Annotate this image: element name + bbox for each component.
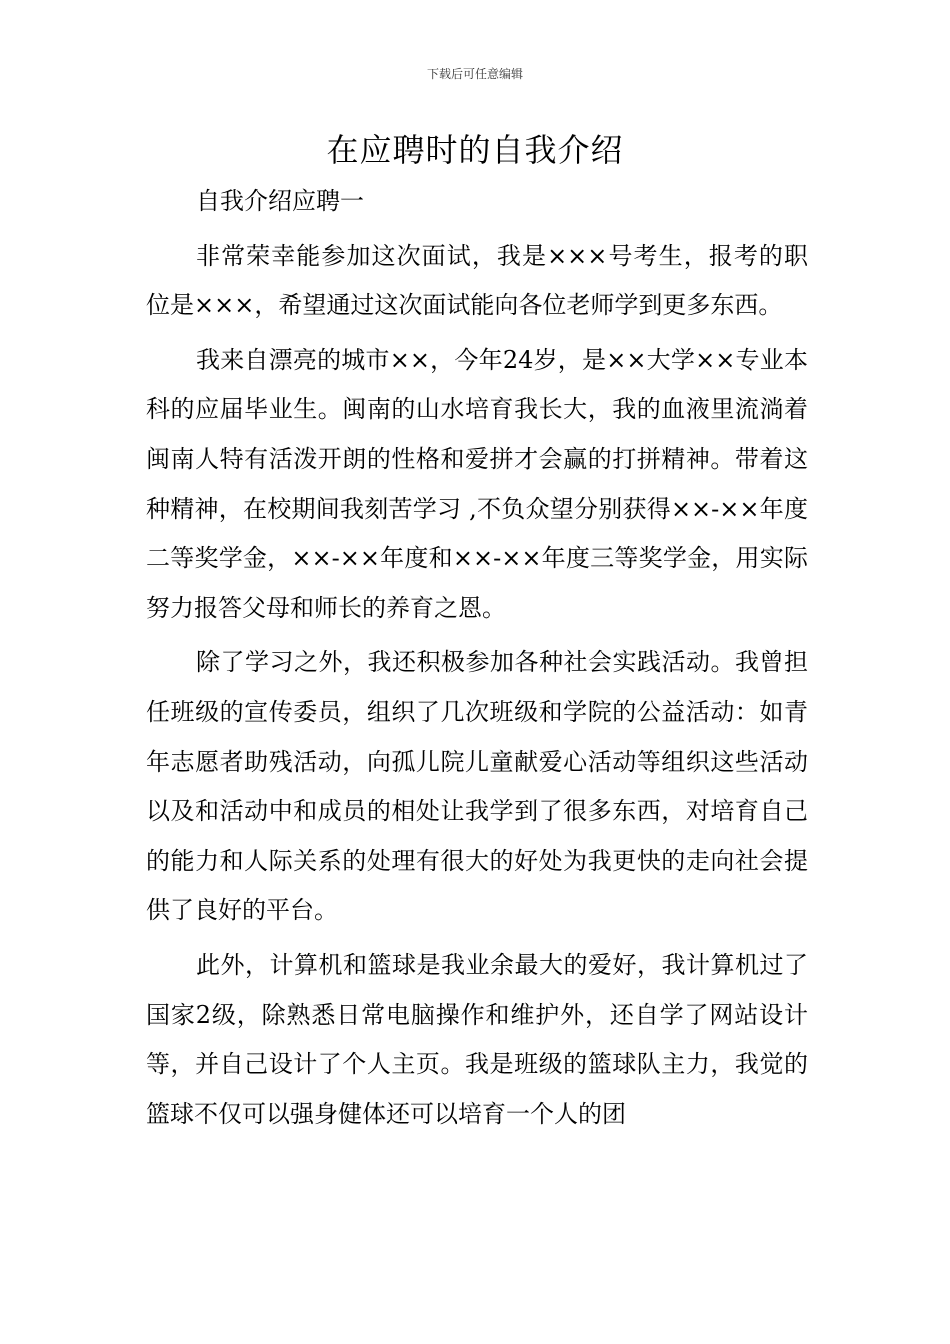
header-note: 下载后可任意编辑 <box>426 67 523 81</box>
document-body <box>146 177 808 1139</box>
document-title: 在应聘时的自我介绍 <box>326 131 624 169</box>
paragraph-3: 除了学习之外，我还积极参加各种社会实践活动。我曾担任班级的宣传委员，组织了几次班级和学院的公益活动：如青年志愿者助残活动，向孤儿院儿童献爱心活动等组织这些活动以及和活动中和成员的相处让我学到了很多东西，对培育自己的能力和人际关系的处理有很大的好处为我更快的走向社会提供了良好的平台。 <box>146 648 808 925</box>
paragraph-1: 非常荣幸能参加这次面试，我是×××号考生，报考的职位是×××，希望通过这次面试能向各位老师学到更多东西。 <box>146 241 808 320</box>
section-subtitle: 自我介绍应聘一 <box>196 187 364 215</box>
paragraph-2: 我来自漂亮的城市××，今年24岁，是××大学××专业本科的应届毕业生。闽南的山水培育我长大，我的血液里流淌着闽南人特有活泼开朗的性格和爱拼才会赢的打拼精神。带着这种精神，在校期间我刻苦学习 ,不负众望分别获得××-××年度二等奖学金，××-××年度和××-××年度三等奖学金，用实际努力报答父母和师长的养育之恩。 <box>146 345 808 622</box>
paragraph-4: 此外，计算机和篮球是我业余最大的爱好，我计算机过了国家2级，除熟悉日常电脑操作和维护外，还自学了网站设计等，并自己设计了个人主页。我是班级的篮球队主力，我觉的篮球不仅可以强身健体还可以培育一个人的团 <box>146 950 808 1128</box>
